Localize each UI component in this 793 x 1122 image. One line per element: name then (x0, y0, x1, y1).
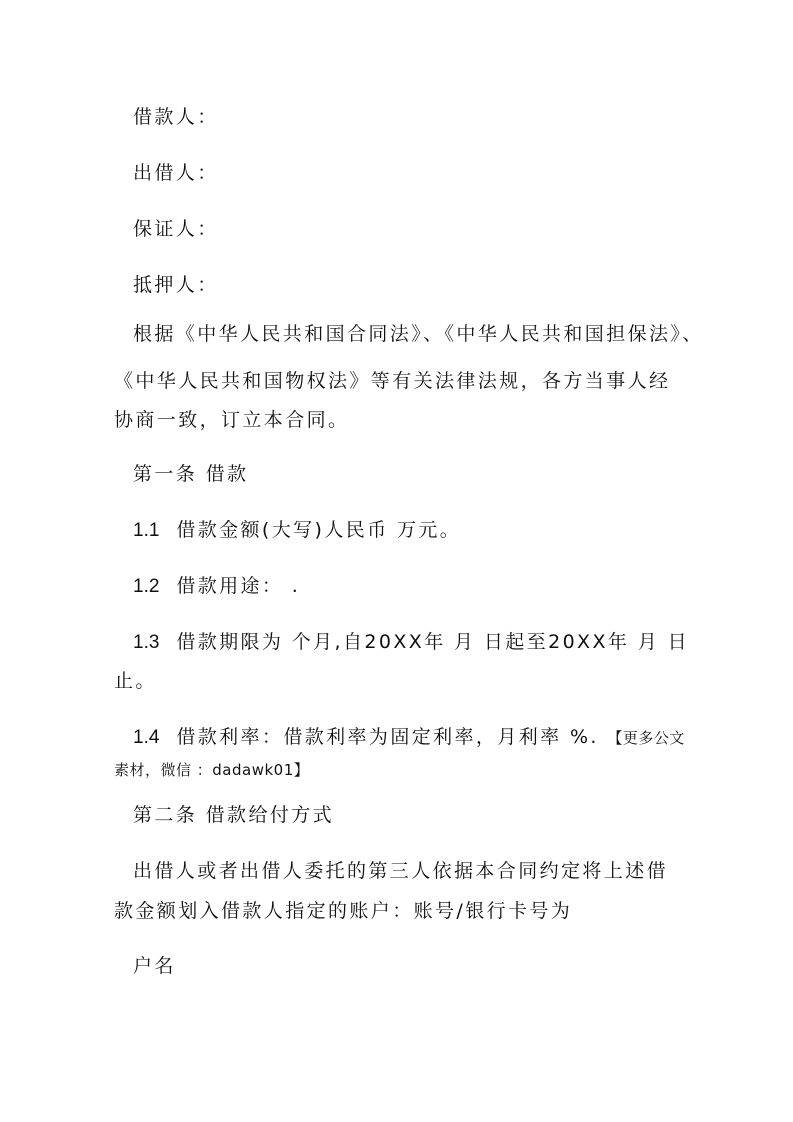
clause-1-3 (114, 624, 703, 661)
clause-1-2 (114, 568, 703, 605)
clause-text: 借款用途： . (176, 575, 301, 597)
clause-note: 【更多公文 (607, 729, 685, 747)
clause-number: 1.3 (133, 632, 160, 653)
clause-1-4-continuation: 素材，微信 ：dadawk01】 (114, 761, 310, 779)
preamble-line: 协商一致，订立本合同。 (114, 409, 350, 431)
article-2-line: 出借人或者出借人委托的第三人依据本合同约定将上述借 (133, 860, 669, 882)
mortgagor-label: 抵押人： (133, 274, 219, 296)
clause-number: 1.4 (133, 727, 160, 748)
preamble-line: 《中华人民共和国物权法》等有关法律法规，各方当事人经 (114, 370, 671, 392)
borrower-label: 借款人： (133, 106, 219, 128)
clause-1-1 (114, 512, 703, 549)
account-name-label: 户名 (133, 955, 176, 977)
clause-text: 借款期限为 个月,自20XX年 月 日起至20XX年 月 日 (176, 631, 689, 653)
clause-text: 借款金额(大写)人民币 万元。 (176, 519, 462, 541)
clause-number: 1.1 (133, 520, 160, 541)
article-2-heading: 第二条 借款给付方式 (133, 804, 335, 826)
guarantor-label: 保证人： (133, 218, 219, 240)
article-2-line: 款金额划入借款人指定的账户：账号/银行卡号为 (114, 900, 573, 922)
clause-1-3-continuation: 止。 (114, 670, 157, 692)
preamble-line: 根据《中华人民共和国合同法》、《中华人民共和国担保法》、 (133, 323, 704, 345)
article-1-heading: 第一条 借款 (133, 463, 249, 485)
clause-number: 1.2 (133, 576, 160, 597)
lender-label: 出借人： (133, 162, 219, 184)
clause-text: 借款利率：借款利率为固定利率，月利率 %. (176, 726, 599, 748)
